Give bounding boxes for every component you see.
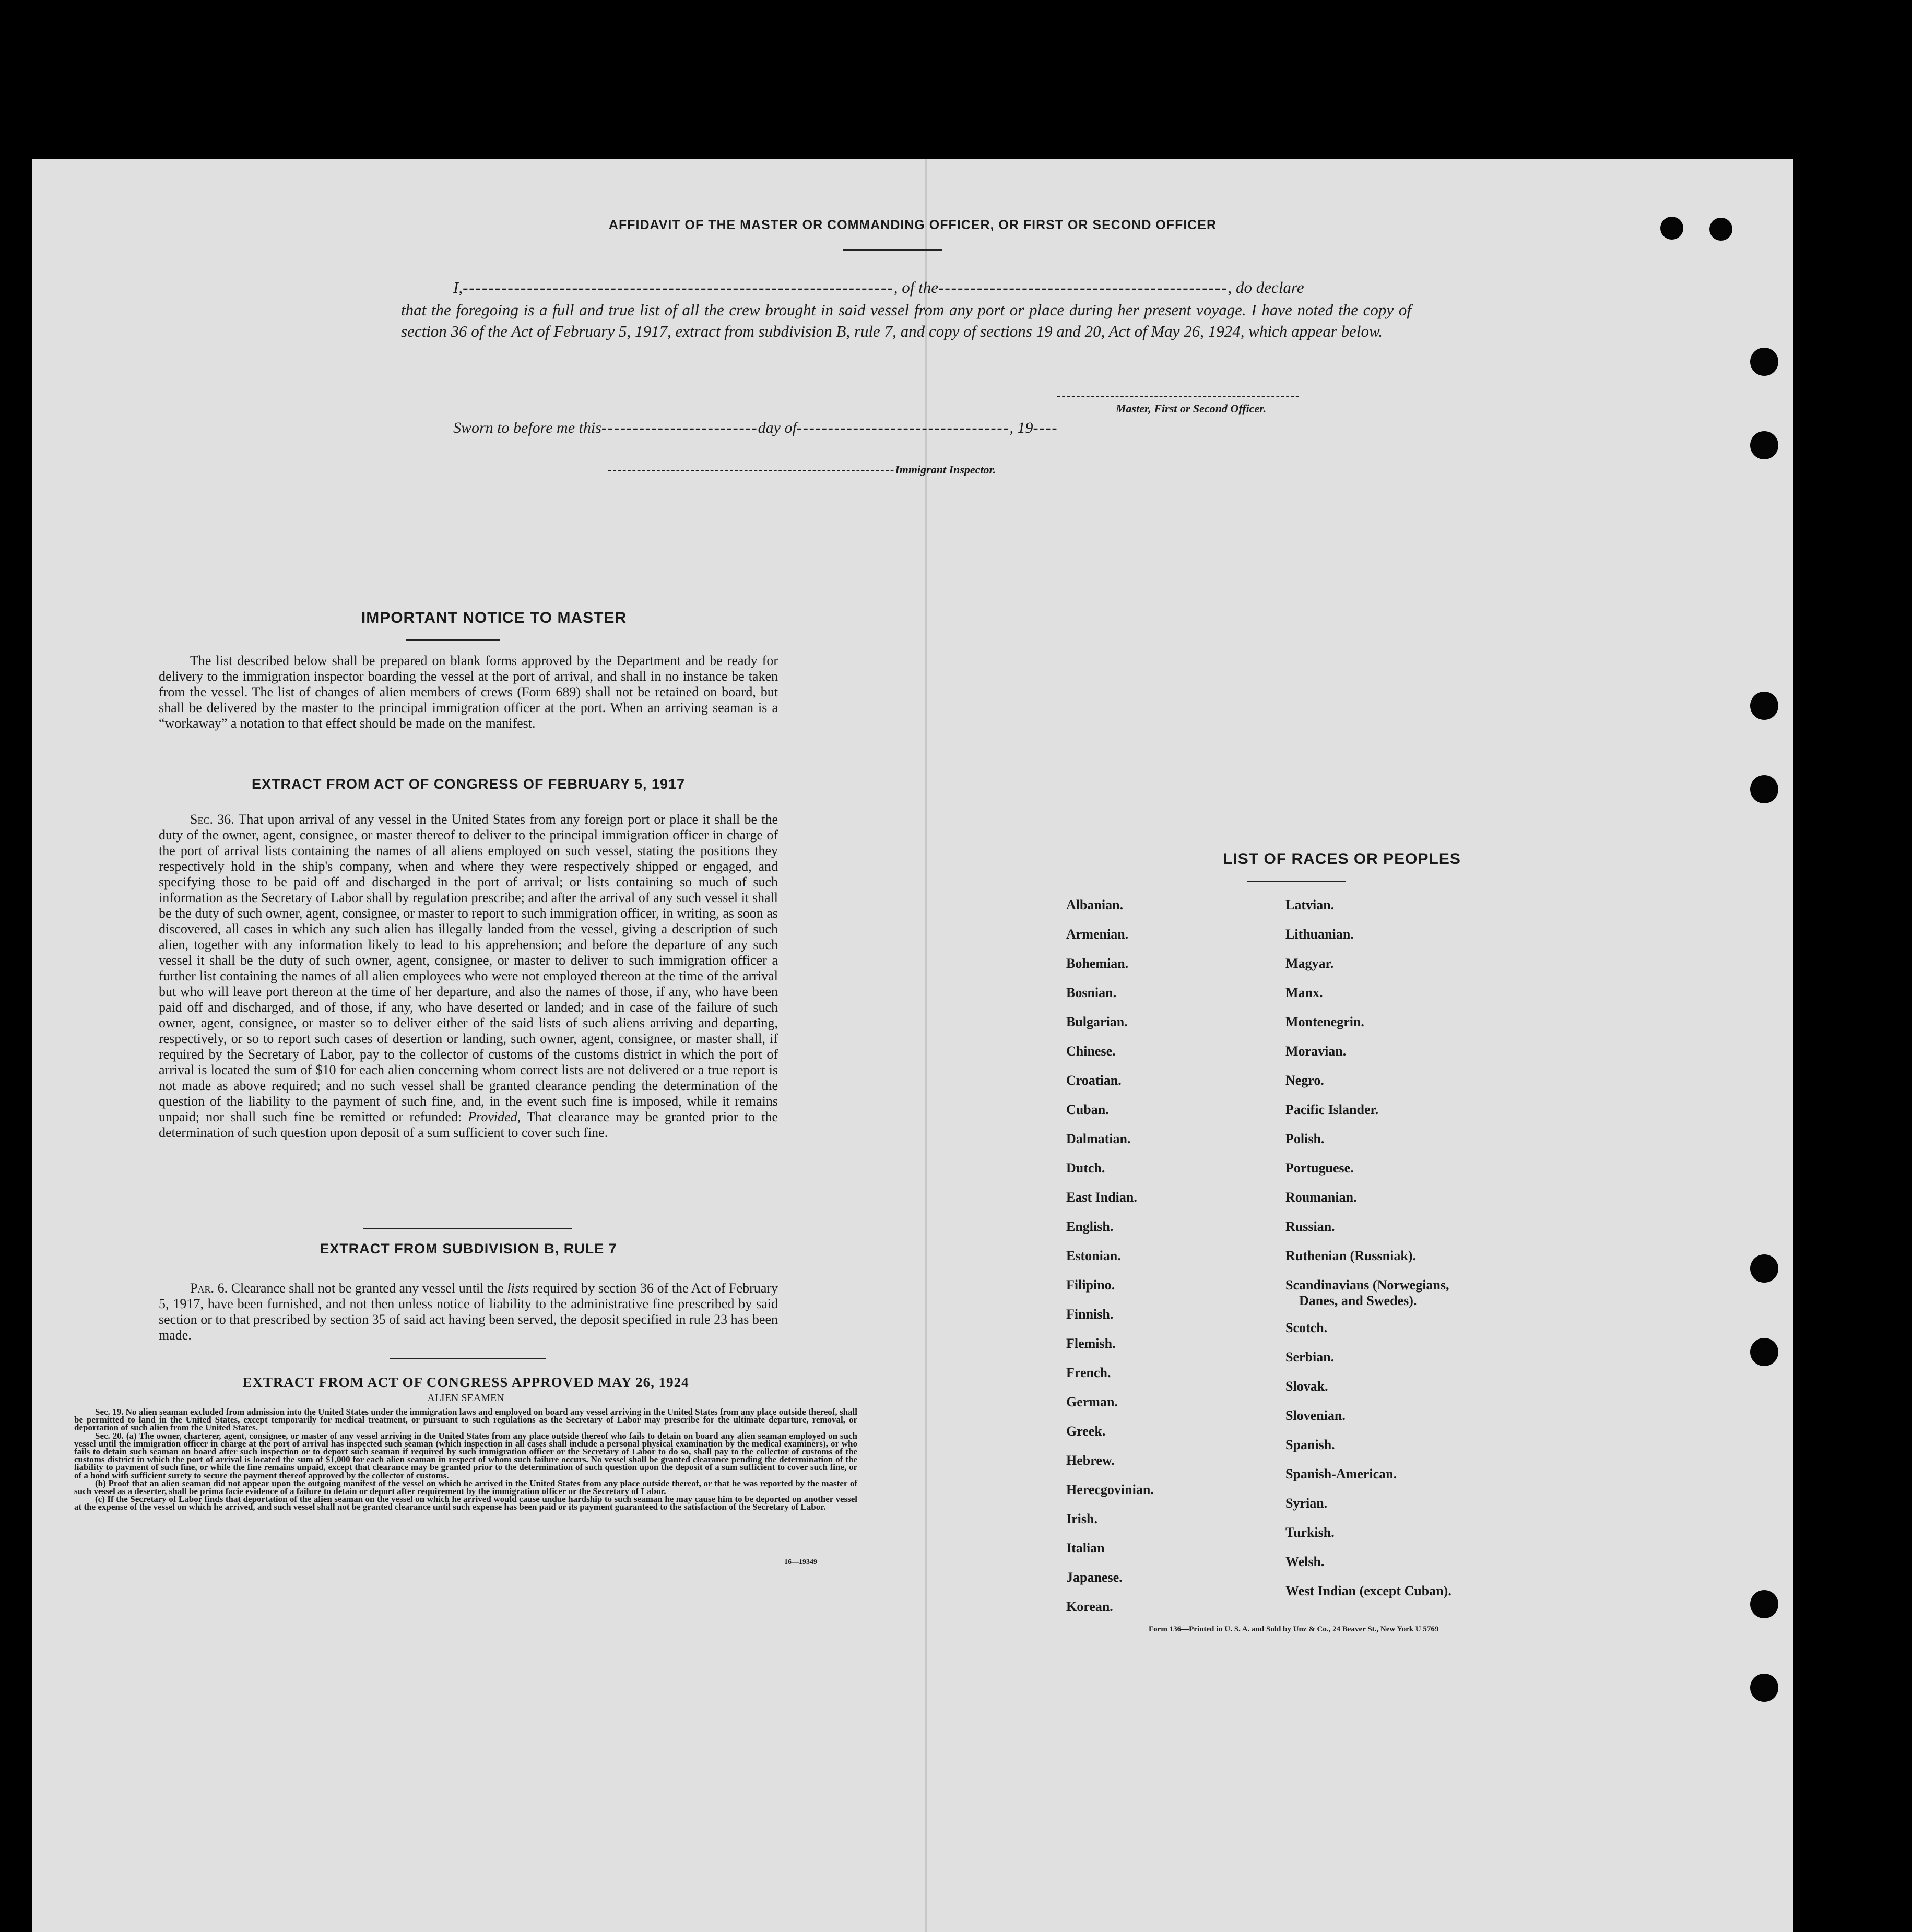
sworn-year-field[interactable]: ---- [1033, 419, 1058, 436]
race-item: Bosnian. [1066, 985, 1117, 1000]
day-of-label: day of [758, 419, 797, 436]
lists-word: lists [507, 1281, 529, 1296]
race-item: Armenian. [1066, 927, 1129, 942]
rule7-text-a: Clearance shall not be granted any vessel until the [231, 1281, 504, 1296]
sec-19-text: Sec. 19. No alien seaman excluded from admission into the United States under the immigration laws and employed on board any vessel arriving in the United States from any place outside thereof, shall be permitted to land in the United States, except temporarily for medical treatment, or pursuant to such regulations as the Secretary of Labor may prescribe for the ultimate departure, removal, or deportation of such alien from the United States. [74, 1407, 857, 1433]
race-item: East Indian. [1066, 1190, 1137, 1205]
affidavit-body: that the foregoing is a full and true list of all the crew brought in said vessel from any port or place during her present voyage. I have noted the copy of section 36 of the Act of February 5, 1917, extract from subdivision B, rule 7, and copy of sections 19 and 20, Act of May 26, 1924, which appear below. [401, 301, 1411, 340]
race-item: English. [1066, 1219, 1114, 1234]
divider [363, 1228, 572, 1229]
sworn-line [453, 419, 1058, 437]
race-item: Greek. [1066, 1424, 1106, 1439]
race-item: Korean. [1066, 1599, 1113, 1614]
rule7-text-b: required by section 36 of the Act of February 5, 1917, have been furnished, and not then unless notice of liability to the administrative fine prescribed by said section or to that prescribed by section 35 of said act having been served, the deposit specified in rule 23 has been made. [159, 1281, 778, 1343]
race-item: Turkish. [1285, 1525, 1335, 1540]
extract-1924-title: EXTRACT FROM ACT OF CONGRESS APPROVED MAY 26, 1924 [242, 1374, 689, 1390]
races-right-column [1285, 897, 1520, 1613]
sec-36-text: That upon arrival of any vessel in the United States from any foreign port or place it shall be the duty of the owner, agent, consignee, or master thereof to deliver to the principal immigration officer in charge of the port of arrival lists containing the names of all aliens employed on such vessel, stating the positions they respectively hold in the ship's company, when and where they were respectively shipped or engaged, and specifying those to be paid off and discharged in the port of arrival; or lists containing so much of such information as the Secretary of Labor shall by regulation prescribe; and after the arrival of any such vessel it shall be the duty of such owner, agent, consignee, or master to report to such immigration officer, in writing, as soon as discovered, all cases in which any such alien has illegally landed from the vessel, giving a description of such alien, together with any information likely to lead to his apprehension; and before the departure of any such vessel it shall be the duty of such owner, agent, consignee, or master to deliver to such immigration officer a further list containing the names of all alien employees who were not employed thereon at the time of the arrival but who will leave port thereon at the time of her departure, and also the names of those, if any, who have been paid off and discharged, and of those, if any, who have deserted or landed; and in case of the failure of such owner, agent, consignee, or master so to deliver either of the said lists of such aliens arriving and departing, respectively, or so to report such cases of desertion or landing, such owner, agent, consignee, or master shall, if required by the Secretary of Labor, pay to the collector of customs of the customs district in which the port of arrival is located the sum of $10 for each alien concerning whom correct lists are not delivered or a true report is not made as above required; and no such vessel shall be granted clearance pending the determination of the question of the liability to the payment of such fine, and, in the event such fine is imposed, while it remains unpaid; nor shall such fine be remitted or refunded: [159, 812, 778, 1124]
race-item: Negro. [1285, 1073, 1324, 1088]
punch-hole [1750, 1674, 1778, 1702]
extract-1924-subtitle: ALIEN SEAMEN [427, 1392, 504, 1404]
race-item: German. [1066, 1394, 1118, 1409]
race-item: Scotch. [1285, 1320, 1328, 1335]
master-signature-field[interactable]: -------------------------------------------------- [1057, 389, 1301, 402]
declare-label: , do declare [1228, 278, 1304, 297]
inspector-label: Immigrant Inspector. [895, 463, 996, 476]
race-item: Slovenian. [1285, 1408, 1346, 1423]
race-item: Polish. [1285, 1131, 1325, 1146]
race-item: Chinese. [1066, 1044, 1116, 1059]
race-item: Estonian. [1066, 1248, 1121, 1263]
affidavit-title: AFFIDAVIT OF THE MASTER OR COMMANDING OFFICER, OR FIRST OR SECOND OFFICER [608, 218, 1217, 232]
par-6-label: Par. 6. [190, 1281, 228, 1296]
race-item: Croatian. [1066, 1073, 1122, 1088]
race-item: Danes, and Swedes). [1299, 1293, 1417, 1308]
declarant-name-field[interactable]: ------------------------------------------------------------------- [463, 278, 894, 297]
divider [390, 1358, 546, 1359]
race-item: Hebrew. [1066, 1453, 1115, 1468]
races-left-column [1066, 897, 1223, 1628]
punch-hole [1750, 431, 1778, 459]
declarant-label: I, [453, 278, 463, 297]
race-item: Bohemian. [1066, 956, 1129, 971]
vessel-name-field[interactable]: --------------------------------------------- [938, 278, 1228, 297]
race-item: Spanish-American. [1285, 1466, 1397, 1481]
punch-hole [1750, 775, 1778, 803]
race-item: West Indian (except Cuban). [1285, 1583, 1451, 1598]
race-item: Irish. [1066, 1511, 1097, 1526]
race-item: Syrian. [1285, 1496, 1328, 1511]
race-item: Spanish. [1285, 1437, 1335, 1452]
sworn-label: Sworn to before me this [453, 419, 601, 436]
punch-hole [1750, 1254, 1778, 1283]
divider [843, 249, 942, 251]
print-code: 16—19349 [784, 1558, 817, 1566]
race-item: Russian. [1285, 1219, 1335, 1234]
race-item: Latvian. [1285, 897, 1335, 912]
notice-title: IMPORTANT NOTICE TO MASTER [361, 609, 627, 626]
year-label: , 19 [1009, 419, 1033, 436]
extract-rule7-title: EXTRACT FROM SUBDIVISION B, RULE 7 [320, 1241, 617, 1257]
vessel-label: , of the [893, 278, 938, 297]
sec-20b-text: (b) Proof that an alien seaman did not appear upon the outgoing manifest of the vessel on which he arrived in the United States from any place outside thereof, or that he was reported by the master of such vessel as a deserter, shall be prima facie evidence of a failure to detain or deport after requirement by the immigration officer or the Secretary of Labor. [74, 1478, 857, 1497]
sworn-month-field[interactable]: ---------------------------------- [796, 419, 1010, 436]
race-item: Dutch. [1066, 1160, 1105, 1176]
sworn-day-field[interactable]: ------------------------- [601, 419, 758, 436]
sec-36-label: Sec. 36. [190, 812, 234, 827]
race-item: Montenegrin. [1285, 1014, 1364, 1029]
race-item: Welsh. [1285, 1554, 1325, 1569]
races-title: LIST OF RACES OR PEOPLES [1223, 850, 1461, 868]
sec-36-text-end: That clearance may be granted prior to the determination of such question upon deposit of a sum sufficient to cover such fine. [159, 1109, 778, 1140]
notice-body: The list described below shall be prepared on blank forms approved by the Department and be ready for delivery to the immigration inspector boarding the vessel at the port of arrival, and shall in no instance be taken from the vessel. The list of changes of alien members of crews (Form 689) shall not be retained on board, but shall be delivered by the master to the principal immigration officer at the port. When an arriving seaman is a “workaway” a notation to that effect should be made on the manifest. [159, 653, 778, 731]
race-item: Lithuanian. [1285, 927, 1354, 942]
punch-hole [1750, 1338, 1778, 1366]
sec-20c-text: (c) If the Secretary of Labor finds that deportation of the alien seaman on the vessel on which he arrived would cause undue hardship to such seaman he may cause him to be deported on another vessel at the expense of the vessel on which he arrived, and such vessel shall not be granted clearance until such expense has been paid or its payment guaranteed to the satisfaction of the Secretary of Labor. [74, 1494, 857, 1512]
extract-1917-title: EXTRACT FROM ACT OF CONGRESS OF FEBRUARY 5, 1917 [251, 776, 686, 792]
race-item: Slovak. [1285, 1379, 1328, 1394]
race-item: Bulgarian. [1066, 1014, 1128, 1029]
affidavit-declaration-line [453, 278, 1304, 297]
race-item: Serbian. [1285, 1349, 1335, 1365]
document-page [32, 159, 1793, 1932]
race-item: Dalmatian. [1066, 1131, 1131, 1146]
race-item: Albanian. [1066, 897, 1124, 912]
race-item: Ruthenian (Russniak). [1285, 1248, 1416, 1263]
punch-hole [1750, 348, 1778, 376]
punch-hole [1750, 692, 1778, 720]
race-item: Italian [1066, 1540, 1105, 1556]
race-item: Moravian. [1285, 1044, 1347, 1059]
race-item: Japanese. [1066, 1570, 1123, 1585]
provided-word: Provided, [468, 1109, 521, 1124]
master-signature-label: Master, First or Second Officer. [1116, 402, 1267, 415]
race-item: Manx. [1285, 985, 1323, 1000]
divider [406, 639, 500, 641]
divider [1247, 881, 1346, 882]
race-item: Flemish. [1066, 1336, 1116, 1351]
punch-hole [1750, 1590, 1778, 1618]
inspector-line [608, 463, 996, 477]
race-item: Filipino. [1066, 1277, 1115, 1293]
race-item: Herecgovinian. [1066, 1482, 1154, 1497]
form-footer: Form 136—Printed in U. S. A. and Sold by Unz & Co., 24 Beaver St., New York U 5769 [1149, 1625, 1439, 1633]
race-item: Roumanian. [1285, 1190, 1357, 1205]
race-item: Cuban. [1066, 1102, 1109, 1117]
extract-1917-body [159, 812, 778, 1141]
race-item: Magyar. [1285, 956, 1334, 971]
race-item: Scandinavians (Norwegians, [1285, 1277, 1449, 1293]
race-item: Finnish. [1066, 1307, 1114, 1322]
sec-20a-text: Sec. 20. (a) The owner, charterer, agent, consignee, or master of any vessel arriving in the United States from any place outside thereof who fails to detain on board any alien seaman employed on such vessel until the immigration officer in charge at the port of arrival has inspected such seaman (which inspection in all cases shall include a personal physical examination by the medical examiners), or who fails to detain such seaman on board after such inspection or to deport such seaman if required by such immigration officer or the Secretary of Labor to do so, shall pay to the collector of customs of the customs district in which the port of arrival is located the sum of $1,000 for each alien seaman in respect of whom such failure occurs. No vessel shall be granted clearance pending the determination of the liability to payment of such fine, or while the fine remains unpaid, except that clearance may be granted prior to the determination of such question upon the deposit of a sum sufficient to cover such fine, or of a bond with sufficient surety to secure the payment thereof approved by the collector of customs. [74, 1430, 857, 1480]
race-item: Pacific Islander. [1285, 1102, 1379, 1117]
race-item: Portuguese. [1285, 1160, 1354, 1176]
inspector-signature-field[interactable]: ----------------------------------------------------------- [608, 463, 895, 476]
extract-1924-body [74, 1408, 857, 1511]
race-item: French. [1066, 1365, 1111, 1380]
extract-rule7-body [159, 1281, 778, 1343]
